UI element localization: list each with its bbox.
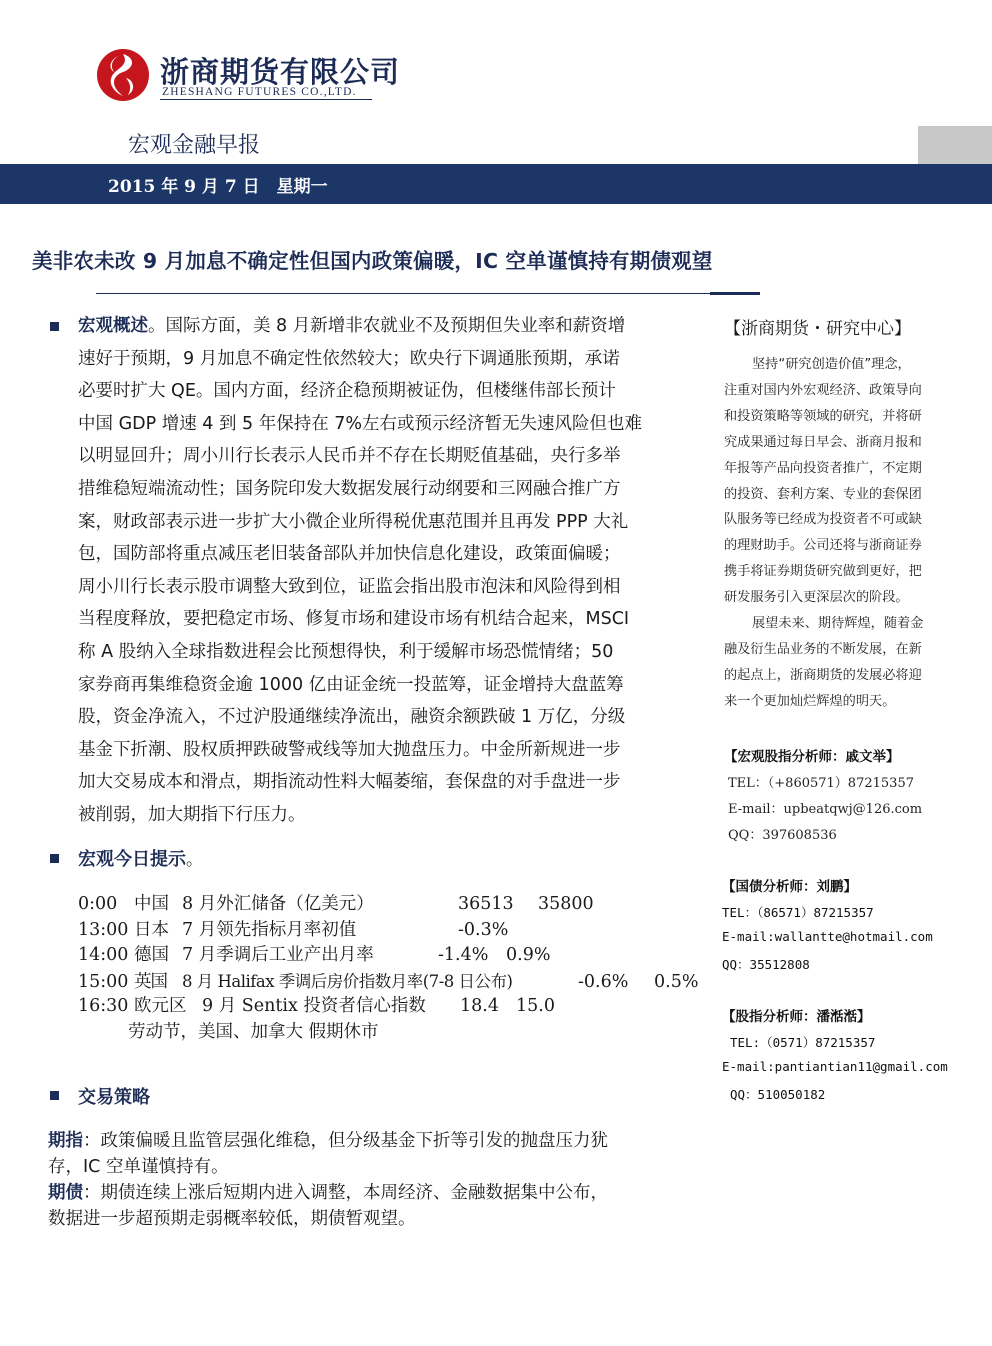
analyst-qq: QQ：35512808 <box>722 957 810 972</box>
analyst-email[interactable]: E-mail:pantiantian11@gmail.com <box>722 1059 948 1074</box>
strategy-item: 期债：期债连续上涨后短期内进入调整，本周经济、金融数据集中公布， 数据进一步超预期走弱概率较低，期债暂观望。 <box>48 1183 608 1229</box>
overview-line: 基金下折潮、股权质押跌破警戒线等加大抛盘压力。中金所新规进一步 <box>78 739 621 760</box>
company-name-en: ZHESHANG FUTURES CO.,LTD. <box>162 86 357 98</box>
overview-line: 加大交易成本和滑点，期指流动性料大幅萎缩，套保盘的对手盘进一步 <box>78 772 621 793</box>
company-name-cn: 浙商期货有限公司 <box>160 55 401 89</box>
bullet-icon <box>50 854 59 863</box>
overview-title: 宏观概述 <box>78 316 148 336</box>
calendar-row: 14:00 德国 7 月季调后工业产出月率 -1.4% 0.9% <box>78 945 551 965</box>
overview-line: 当程度释放，要把稳定市场、修复市场和建设市场有机结合起来，MSCI <box>78 609 630 630</box>
header-grey-block <box>918 126 992 164</box>
headline-rule <box>96 293 710 294</box>
analyst-tel: TEL：（86571）87215357 <box>722 905 874 920</box>
sidebar-intro: 坚持“研究创造价值”理念， 注重对国内外宏观经济、政策导向 和投资策略等领域的研究，并将研 究成果通过每日早会、浙商月报和 年报等产品向投资者推广，不定期 的投资、套利方案、专业的套保团 队服务等已经成为投资者不可或缺 的理财助手。公司还将与浙商证券 携手将证券期货研究做到更好，把 研发服务引入更深层次的阶段。 展望未来、期待辉煌，随着金 融及衍生品业务的不断发展，在新 的起点上，浙商期货的发展必将迎 来一个更加灿烂辉煌的明天。 <box>724 357 924 709</box>
sidebar-title: 【浙商期货・研究中心】 <box>724 319 911 339</box>
strategy-section <box>48 1128 708 1232</box>
headline: 美非农未改 9 月加息不确定性但国内政策偏暖，IC 空单谨慎持有期债观望 <box>32 249 713 273</box>
overview-line: 周小川行长表示股市调整大致到位，证监会指出股市泡沫和风险得到相 <box>78 576 621 597</box>
company-logo-icon <box>96 48 150 102</box>
bullet-icon <box>50 322 59 331</box>
bullet-icon <box>50 1091 59 1100</box>
calendar-table <box>78 892 708 1045</box>
overview-line: 案，财政部表示进一步扩大小微企业所得税优惠范围并且再发 PPP 大礼 <box>78 511 629 532</box>
analyst-email[interactable]: E-mail:wallantte@hotmail.com <box>722 929 933 944</box>
headline-rule-accent <box>710 292 760 295</box>
analyst-title: 【股指分析师：潘湉湉】 <box>722 1009 871 1025</box>
strategy-title: 交易策略 <box>78 1087 150 1108</box>
overview-line: 以明显回升；周小川行长表示人民币并不存在长期贬值基础，央行多举 <box>78 446 621 467</box>
overview-line: 必要时扩大 QE。国内方面，经济企稳预期被证伪，但楼继伟部长预计 <box>78 381 616 402</box>
overview-line: 宏观概述。国际方面，美 8 月新增非农就业不及预期但失业率和薪资增 <box>78 316 626 336</box>
overview-line: 称 A 股纳入全球指数进程会比预想得快，利于缓解市场恐慌情绪；50 <box>78 641 614 662</box>
analyst-tel: TEL:（0571）87215357 <box>730 1035 876 1050</box>
analyst-qq: QQ：510050182 <box>730 1087 826 1102</box>
today-title: 宏观今日提示 <box>78 849 186 870</box>
analyst-qq: QQ：397608536 <box>728 828 837 843</box>
logo-underline <box>160 99 372 100</box>
analyst-tel: TEL：（+860571）87215357 <box>728 776 914 791</box>
overview-line: 包，国防部将重点减压老旧装备部队并加快信息化建设，政策面偏暖； <box>78 544 621 565</box>
calendar-row: 15:00 英国 8 月 Halifax 季调后房价指数月率(7-8 日公布) -0.6% 0.5% <box>78 971 699 992</box>
overview-line: 措维稳短端流动性；国务院印发大数据发展行动纲要和三网融合推广方 <box>78 478 621 499</box>
overview-line: 被削弱，加大期指下行压力。 <box>78 804 306 825</box>
strategy-label: 期债 <box>48 1183 83 1203</box>
analyst-title: 【国债分析师：刘鹏】 <box>722 879 857 895</box>
overview-line: 速好于预期，9 月加息不确定性依然较大；欧央行下调通胀预期，承诺 <box>78 348 620 369</box>
overview-line: 家券商再集维稳资金逾 1000 亿由证金统一投蓝筹，证金增持大盘蓝筹 <box>78 674 624 695</box>
calendar-row: 13:00 日本 7 月领先指标月率初值 -0.3% <box>78 919 509 940</box>
calendar-row: 0:00 中国 8 月外汇储备（亿美元） 36513 35800 <box>78 894 594 914</box>
strategy-item: 期指：政策偏暖且监管层强化维稳，但分级基金下折等引发的抛盘压力犹 存，IC 空单谨慎持有。 <box>48 1131 608 1177</box>
report-date: 2015 年 9 月 7 日 星期一 <box>108 177 328 197</box>
overview-section <box>78 310 698 832</box>
holiday-note: 劳动节，美国、加拿大 假期休市 <box>128 1021 379 1042</box>
analyst-email[interactable]: E-mail：upbeatqwj@126.com <box>728 802 923 817</box>
calendar-row: 16:30 欧元区 9 月 Sentix 投资者信心指数 18.4 15.0 <box>78 996 555 1016</box>
overview-line: 中国 GDP 增速 4 到 5 年保持在 7%左右或预示经济暂无失速风险但也难 <box>78 413 643 434</box>
strategy-label: 期指 <box>48 1131 83 1151</box>
analyst-title: 【宏观股指分析师：戚文举】 <box>724 749 900 765</box>
report-type: 宏观金融早报 <box>128 133 261 158</box>
today-heading: 宏观今日提示。 <box>78 849 203 870</box>
overview-line: 股，资金净流入，不过沪股通继续净流出，融资余额跌破 1 万亿，分级 <box>78 707 626 728</box>
